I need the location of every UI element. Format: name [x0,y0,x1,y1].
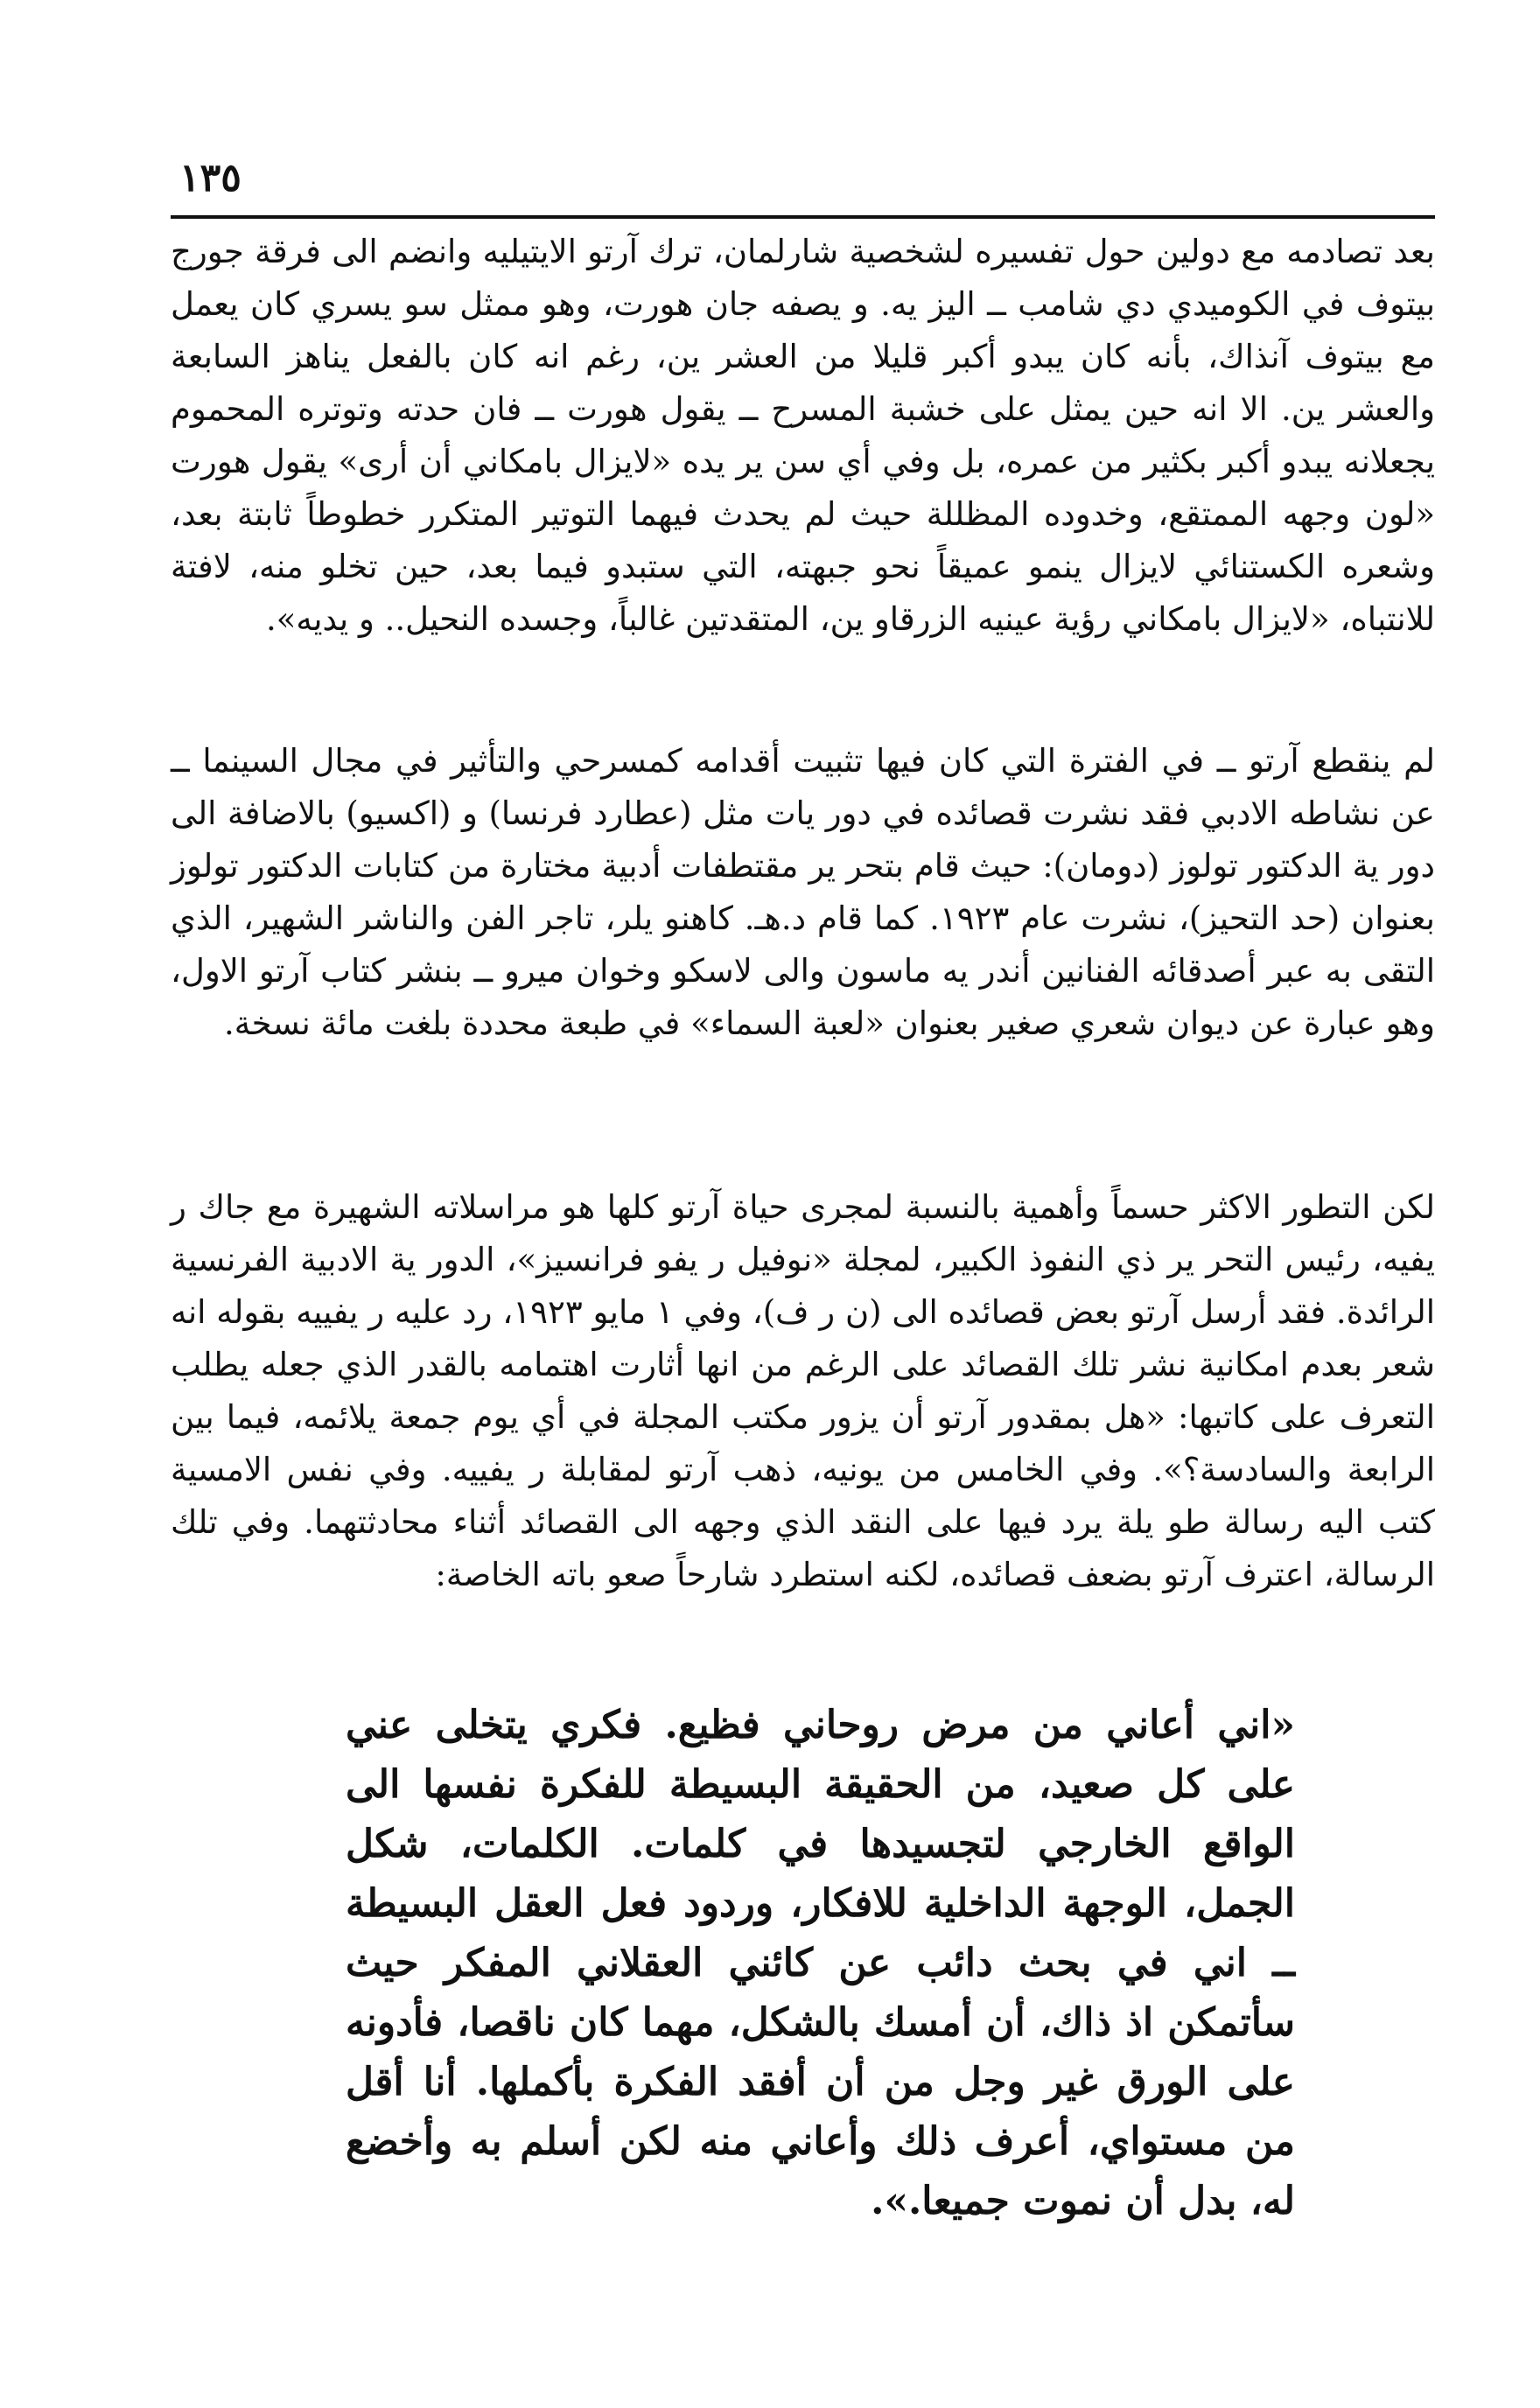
page-number: ١٣٥ [179,156,242,200]
paragraph-2: لم ينقطع آرتو ــ في الفترة التي كان فيها تثبيت أقدامه كمسرحي والتأثير في مجال السينما ــ عن نشاطه الادبي فقد نشرت قصائده في دور يات مثل (عطارد فرنسا) و (اكسيو) بالاضافة الى دور ية الدكتور تولوز (دومان): حيث قام بتحر ير مقتطفات أدبية مختارة من كتابات الدكتور تولوز بعنوان (حد التحيز)، نشرت عام ١٩٢٣. كما قام د.هـ. كاهنو يلر، تاجر الفن والناشر الشهير، الذي التقى به عبر أصدقائه الفنانين أندر يه ماسون والى لاسكو وخوان ميرو ــ بنشر كتاب آرتو الاول، وهو عبارة عن ديوان شعري صغير بعنوان «لعبة السماء» في طبعة محددة بلغت مائة نسخة. [171,742,1435,1042]
paragraph-3: لكن التطور الاكثر حسماً وأهمية بالنسبة لمجرى حياة آرتو كلها هو مراسلاته الشهيرة مع جاك ر يفيه، رئيس التحر ير ذي النفوذ الكبير، لمجلة «نوفيل ر يفو فرانسيز»، الدور ية الادبية الفرنسية الرائدة. فقد أرسل آرتو بعض قصائده الى (ن ر ف)، وفي ١ مايو ١٩٢٣، رد عليه ر يفييه بقوله انه شعر بعدم امكانية نشر تلك القصائد على الرغم من انها أثارت اهتمامه بالقدر الذي جعله يطلب التعرف على كاتبها: «هل بمقدور آرتو أن يزور مكتب المجلة في أي يوم جمعة يلائمه، فيما بين الرابعة والسادسة؟». وفي الخامس من يونيه، ذهب آرتو لمقابلة ر يفييه. وفي نفس الامسية كتب اليه رسالة طو يلة يرد فيها على النقد الذي وجهه الى القصائد أثناء محادثتهما. وفي تلك الرسالة، اعترف آرتو بضعف قصائده، لكنه استطرد شارحاً صعو باته الخاصة: [171,1188,1435,1593]
block-quote: «اني أعاني من مرض روحاني فظيع. فكري يتخلى عني على كل صعيد، من الحقيقة البسيطة للفكرة نفسها الى الواقع الخارجي لتجسيدها في كلمات. الكلمات، شكل الجمل، الوجهة الداخلية للافكار، وردود فعل العقل البسيطة ــ اني في بحث دائب عن كائني العقلاني المفكر حيث سأتمكن اذ ذاك، أن أمسك بالشكل، مهما كان ناقصا، فأدونه على الورق غير وجل من أن أفقد الفكرة بأكملها. أنا أقل من مستواي، أعرف ذلك وأعاني منه لكن أسلم به وأخضع له، بدل أن نموت جميعا.». [346,1703,1295,2223]
paragraph-1: بعد تصادمه مع دولين حول تفسيره لشخصية شارلمان، ترك آرتو الايتيليه وانضم الى فرقة جورج بيتوف في الكوميدي دي شامب ــ اليز يه. و يصفه جان هورت، وهو ممثل سو يسري كان يعمل مع بيتوف آنذاك، بأنه كان يبدو أكبر قليلا من العشر ين، رغم انه كان بالفعل يناهز السابعة والعشر ين. الا انه حين يمثل على خشبة المسرح ــ يقول هورت ــ فان حدته وتوتره المحموم يجعلانه يبدو أكبر بكثير من عمره، بل وفي أي سن ير يده «لايزال بامكاني أن أرى» يقول هورت «لون وجهه الممتقع، وخدوده المظللة حيث لم يحدث فيهما التوتير المتكرر خطوطاً ثابتة بعد، وشعره الكستنائي لايزال ينمو عميقاً نحو جبهته، التي ستبدو فيما بعد، حين تخلو منه، لافتة للانتباه، «لايزال بامكاني رؤية عينيه الزرقاو ين، المتقدتين غالباً، وجسده النحيل.. و يديه». [171,233,1435,638]
header-rule [171,215,1435,219]
